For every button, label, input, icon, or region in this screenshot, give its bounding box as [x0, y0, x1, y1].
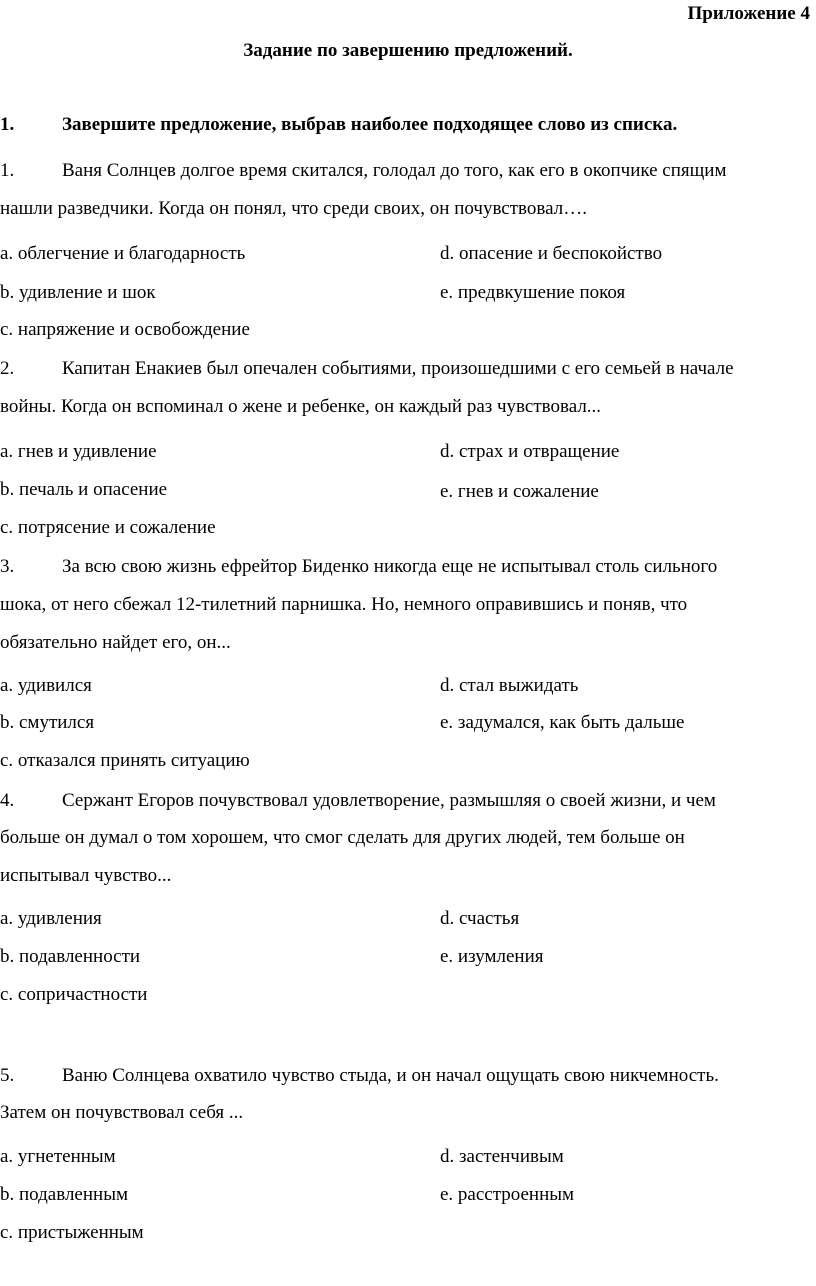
question-5-line-1	[0, 1065, 719, 1087]
question-3-option-e: e. задумался, как быть дальше	[440, 712, 685, 733]
question-4-option-e: e. изумления	[440, 946, 544, 967]
question-5-option-b: b. подавленным	[0, 1184, 128, 1205]
question-3-option-a: a. удивился	[0, 675, 92, 696]
question-3-text-1: За всю свою жизнь ефрейтор Биденко никогда еще не испытывал столь сильного	[62, 556, 718, 577]
question-2-option-c: c. потрясение и сожаление	[0, 517, 216, 538]
question-4-text-1: Сержант Егоров почувствовал удовлетворение, размышляя о своей жизни, и чем	[62, 790, 716, 811]
question-2-number: 2.	[0, 358, 15, 379]
question-1-number: 1.	[0, 160, 15, 181]
question-3-line-3: обязательно найдет его, он...	[0, 632, 231, 653]
question-1-option-a: a. облегчение и благодарность	[0, 243, 246, 264]
instruction-number: 1.	[0, 114, 15, 135]
question-2-option-e: e. гнев и сожаление	[440, 481, 599, 502]
appendix-label: Приложение 4	[687, 3, 810, 24]
question-5-option-d: d. застенчивым	[440, 1146, 564, 1167]
question-3-option-d: d. стал выжидать	[440, 675, 579, 696]
question-4-number: 4.	[0, 790, 15, 811]
question-5-text-1: Ваню Солнцева охватило чувство стыда, и он начал ощущать свою никчемность.	[62, 1065, 719, 1086]
question-5-line-2: Затем он почувствовал себя ...	[0, 1102, 244, 1123]
instruction-text: Завершите предложение, выбрав наиболее подходящее слово из списка.	[62, 114, 678, 135]
question-5-option-c: c. пристыженным	[0, 1222, 144, 1243]
question-5-option-a: a. угнетенным	[0, 1146, 116, 1167]
question-2-option-b: b. печаль и опасение	[0, 479, 168, 500]
question-1-option-e: e. предвкушение покоя	[440, 282, 626, 303]
question-1-line-2: нашли разведчики. Когда он понял, что среди своих, он почувствовал….	[0, 198, 587, 219]
question-1-line-1	[0, 160, 726, 182]
question-4-option-a: a. удивления	[0, 908, 102, 929]
question-2-line-2: войны. Когда он вспоминал о жене и ребенке, он каждый раз чувствовал...	[0, 396, 602, 417]
question-1-text-1: Ваня Солнцев долгое время скитался, голодал до того, как его в окопчике спящим	[62, 160, 727, 181]
instruction	[0, 114, 677, 136]
question-3-line-2: шока, от него сбежал 12-тилетний парнишка. Но, немного оправившись и поняв, что	[0, 594, 688, 615]
question-1-option-b: b. удивление и шок	[0, 282, 156, 303]
question-4-option-b: b. подавленности	[0, 946, 141, 967]
question-5-number: 5.	[0, 1065, 15, 1086]
question-3-number: 3.	[0, 556, 15, 577]
question-2-line-1	[0, 358, 734, 380]
question-3-option-c: c. отказался принять ситуацию	[0, 750, 250, 771]
question-2-text-1: Капитан Енакиев был опечален событиями, произошедшими с его семьей в начале	[62, 358, 734, 379]
question-4-option-c: c. сопричастности	[0, 984, 148, 1005]
question-4-line-1	[0, 790, 716, 812]
page-title: Задание по завершению предложений.	[243, 40, 573, 61]
question-3-line-1	[0, 556, 717, 578]
question-2-option-d: d. страх и отвращение	[440, 441, 620, 462]
question-1-option-c: c. напряжение и освобождение	[0, 319, 250, 340]
question-1-option-d: d. опасение и беспокойство	[440, 243, 663, 264]
question-3-option-b: b. смутился	[0, 712, 95, 733]
question-4-line-3: испытывал чувство...	[0, 865, 172, 886]
question-4-option-d: d. счастья	[440, 908, 520, 929]
question-4-line-2: больше он думал о том хорошем, что смог сделать для других людей, тем больше он	[0, 827, 685, 848]
question-5-option-e: e. расстроенным	[440, 1184, 575, 1205]
question-2-option-a: a. гнев и удивление	[0, 441, 157, 462]
